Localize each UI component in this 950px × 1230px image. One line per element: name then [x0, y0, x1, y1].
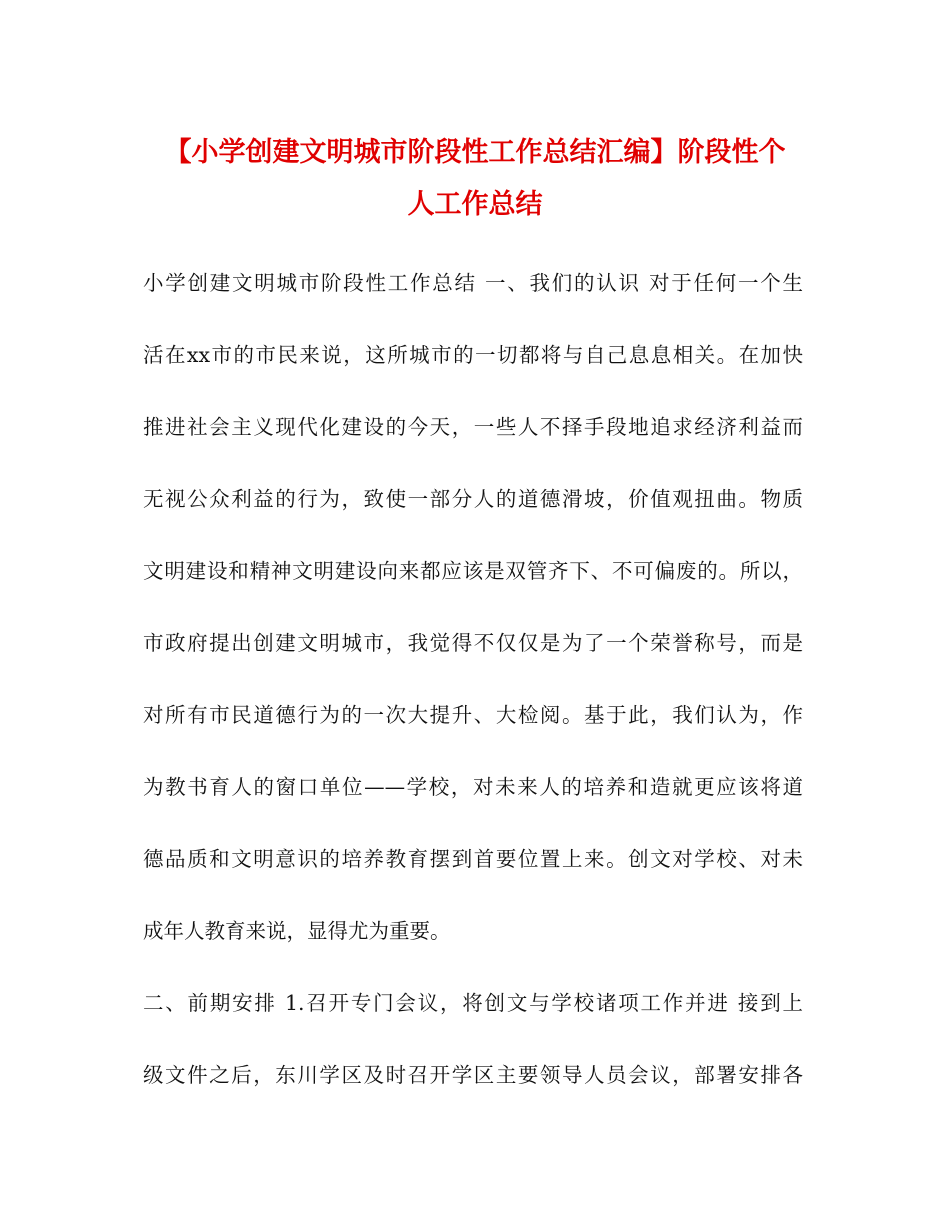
- document-title: [140, 127, 810, 231]
- paragraph-line: 对所有市民道德行为的一次大提升、大检阅。基于此，我们认为，作: [143, 703, 803, 727]
- paragraph-line: 活在xx市的市民来说，这所城市的一切都将与自己息息相关。在加快: [143, 343, 803, 367]
- paragraph-line: 二、前期安排 1.召开专门会议，将创文与学校诸项工作并进 接到上: [143, 991, 803, 1015]
- paragraph-line: 级文件之后，东川学区及时召开学区主要领导人员会议，部署安排各: [143, 1063, 803, 1087]
- paragraph-line: 成年人教育来说，显得尤为重要。: [143, 919, 451, 943]
- paragraph-line: 无视公众利益的行为，致使一部分人的道德滑坡，价值观扭曲。物质: [143, 487, 803, 511]
- paragraph-line: 小学创建文明城市阶段性工作总结 一、我们的认识 对于任何一个生: [143, 271, 803, 295]
- paragraph-line: 德品质和文明意识的培养教育摆到首要位置上来。创文对学校、对未: [143, 847, 803, 871]
- paragraph-line: 文明建设和精神文明建设向来都应该是双管齐下、不可偏废的。所以，: [143, 559, 803, 583]
- paragraph-line: 市政府提出创建文明城市，我觉得不仅仅是为了一个荣誉称号，而是: [143, 631, 803, 655]
- title-line-2: 人工作总结: [407, 189, 543, 220]
- paragraph-line: 推进社会主义现代化建设的今天，一些人不择手段地追求经济利益而: [143, 415, 803, 439]
- title-line-1: 【小学创建文明城市阶段性工作总结汇编】阶段性个: [164, 137, 786, 168]
- paragraph-line: 为教书育人的窗口单位——学校，对未来人的培养和造就更应该将道: [143, 775, 803, 799]
